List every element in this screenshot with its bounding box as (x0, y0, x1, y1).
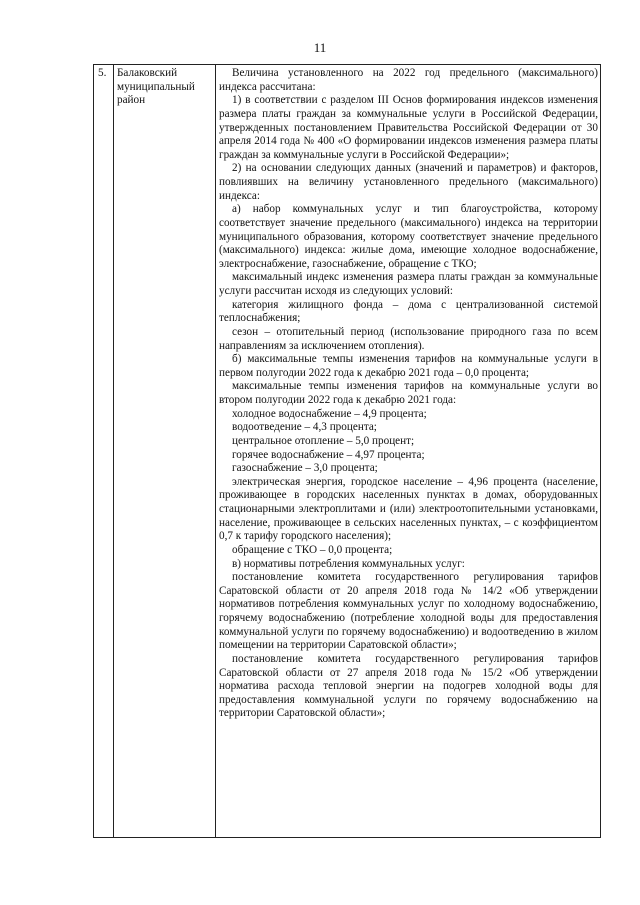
paragraph: категория жилищного фонда – дома с централизованной системой теплоснабжения; (219, 298, 598, 325)
paragraph: максимальные темпы изменения тарифов на коммунальные услуги во втором полугодии 2022 года к декабрю 2021 года: (219, 380, 598, 406)
paragraph: водоотведение – 4,3 процента; (232, 421, 377, 434)
paragraph: максимальный индекс изменения размера платы граждан за коммунальные услуги рассчитан исходя из следующих условий: (219, 271, 598, 297)
paragraph: холодное водоснабжение – 4,9 процента; (232, 407, 427, 420)
paragraph: 2) на основании следующих данных (значений и параметров) и факторов, повлиявших на величину установленного предельного (максимального) индекса: (219, 162, 598, 202)
paragraph: Величина установленного на 2022 год предельного (максимального) индекса рассчитана: (219, 67, 598, 93)
paragraph: горячее водоснабжение – 4,97 процента; (232, 448, 425, 461)
page-number: 11 (313, 40, 327, 55)
paragraph: сезон – отопительный период (использование природного газа по всем направлениям за исключением отопления). (219, 325, 598, 352)
paragraph: а) набор коммунальных услуг и тип благоустройства, которому соответствует значение предельного (максимального) индекса на территории муниципального образования, которому соответствует значение предельного (максимального) индекса: жилые дома, имеющие холодное водоснабжение, электроснабжение, газоснабжение, обращение с ТКО; (219, 203, 598, 270)
paragraph: постановление комитета государственного регулирования тарифов Саратовской области от 27 апреля 2018 года № 15/2 «Об утверждении норматива расхода тепловой энергии на подогрев холодной воды для предоставления коммунальной услуги по горячему водоснабжению на территории Саратовской области»; (219, 652, 598, 720)
paragraph: центральное отопление – 5,0 процент; (232, 434, 415, 447)
row-number-cell (94, 65, 114, 838)
table-row (94, 65, 601, 838)
content-cell (216, 65, 601, 838)
paragraph: обращение с ТКО – 0,0 процента; (232, 543, 393, 556)
paragraph: электрическая энергия, городское население – 4,96 процента (население, проживающее в городских населенных пунктах в домах, оборудованных стационарными электроплитами и (или) электроотопительными установками, население, проживающее в сельских населенных пунктах, – с коэффициентом 0,7 к тарифу городского населения); (219, 475, 598, 543)
content-text (216, 65, 600, 721)
document-table (93, 64, 601, 838)
paragraph: 1) в соответствии с разделом III Основ формирования индексов изменения размера платы граждан за коммунальные услуги в Российской Федерации, утвержденных постановлением Правительства Российской Федерации от 30 апреля 2014 года № 400 «О формировании индексов изменения размера платы граждан за коммунальные услуги в Российской Федерации»; (219, 94, 598, 161)
region-cell (114, 65, 216, 838)
row-number: 5. (98, 67, 107, 79)
paragraph: газоснабжение – 3,0 процента; (232, 462, 378, 475)
region-name: Балаковский муниципальный район (117, 67, 195, 107)
paragraph: б) максимальные темпы изменения тарифов на коммунальные услуги в первом полугодии 2022 года к декабрю 2021 года – 0,0 процента; (219, 353, 598, 379)
paragraph: в) нормативы потребления коммунальных услуг: (232, 557, 465, 570)
paragraph: постановление комитета государственного регулирования тарифов Саратовской области от 20 апреля 2018 года № 14/2 «Об утверждении нормативов потребления коммунальных услуг по холодному водоснабжению, горячему водоснабжению (потребление холодной воды для предоставления коммунальной услуги по горячему водоснабжению) и водоотведению в жилом помещении на территории Саратовской области»; (219, 571, 598, 652)
